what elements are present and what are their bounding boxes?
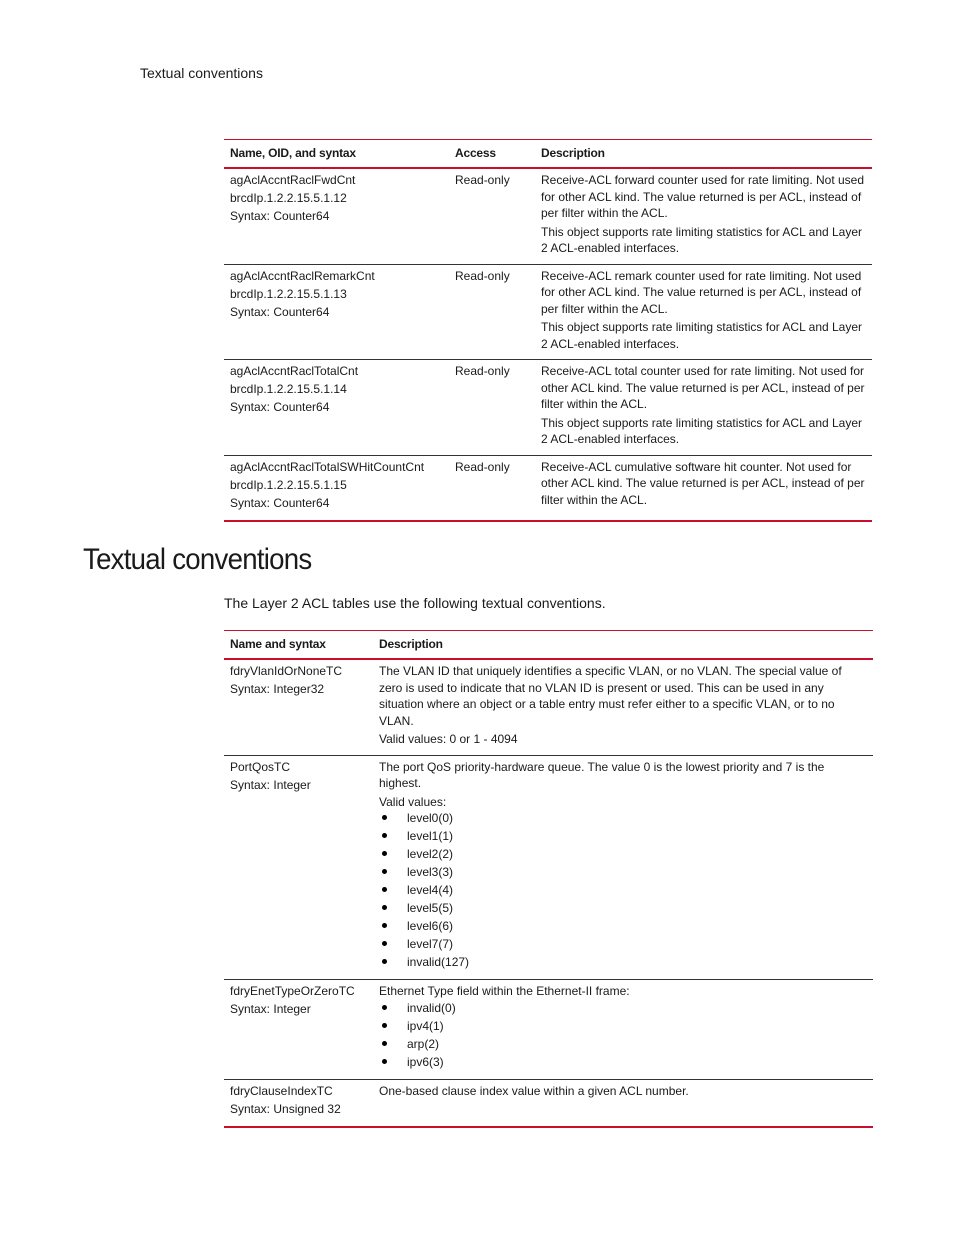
textual-conventions-table [224,630,873,1128]
valid-values-list [379,810,867,972]
access-cell: Read-only [455,364,510,378]
description-paragraph: The port QoS priority-hardware queue. The value 0 is the lowest priority and 7 is the highest. [379,759,825,790]
name-cell [224,168,449,264]
description-paragraph: Valid values: 0 or 1 - 4094 [379,732,518,746]
description-paragraph: Valid values: [379,794,447,809]
list-item: invalid(127) [379,954,867,972]
list-item: ipv6(3) [379,1054,867,1072]
description-paragraph: Ethernet Type field within the Ethernet-II frame: [379,984,630,998]
description-paragraph: Receive-ACL forward counter used for rate limiting. Not used for other ACL kind. The value returned is per ACL, instead of per filter within the ACL. [541,173,865,220]
name-cell [224,264,449,360]
access-cell: Read-only [455,173,510,187]
list-item: level5(5) [379,900,867,918]
object-syntax: Syntax: Counter64 [230,304,330,319]
name-cell [224,455,449,521]
column-header-name: Name, OID, and syntax [230,146,356,161]
name-cell [224,659,373,755]
name-cell [224,1079,373,1127]
description-cell [535,168,872,264]
object-name: agAclAccntRaclTotalCnt [230,364,359,378]
object-name: agAclAccntRaclFwdCnt [230,173,356,187]
access-cell: Read-only [455,268,510,283]
list-item: level6(6) [379,918,867,936]
description-cell [535,264,872,360]
convention-name: fdryClauseIndexTC [230,1083,333,1098]
convention-name: fdryVlanIdOrNoneTC [230,664,343,678]
table-row [224,264,872,360]
list-item: level3(3) [379,864,867,882]
description-cell [373,1079,873,1127]
column-header-description: Description [379,637,443,652]
description-paragraph: Receive-ACL remark counter used for rate limiting. Not used for other ACL kind. The value returned is per ACL, instead of per filter within the ACL. [541,268,862,316]
convention-syntax: Syntax: Integer [230,777,311,792]
description-cell [373,755,873,980]
description-paragraph: This object supports rate limiting statistics for ACL and Layer 2 ACL-enabled interfaces. [541,224,863,255]
list-item: level2(2) [379,846,867,864]
object-name: agAclAccntRaclTotalSWHitCountCnt [230,459,425,474]
description-cell [535,455,872,521]
description-paragraph: Receive-ACL total counter used for rate limiting. Not used for other ACL kind. The value returned is per ACL, instead of per filter within the ACL. [541,364,865,411]
description-paragraph: This object supports rate limiting statistics for ACL and Layer 2 ACL-enabled interfaces. [541,320,863,351]
table-row [224,980,873,1080]
section-heading: Textual conventions [83,543,312,576]
table-row [224,360,872,456]
column-header-name: Name and syntax [230,637,326,652]
convention-syntax: Syntax: Unsigned 32 [230,1101,341,1116]
table-row [224,755,873,980]
access-cell: Read-only [455,459,510,474]
list-item: arp(2) [379,1036,867,1054]
convention-syntax: Syntax: Integer [230,1002,311,1016]
list-item: level7(7) [379,936,867,954]
object-oid: brcdIp.1.2.2.15.5.1.14 [230,382,347,396]
table-row [224,455,872,521]
object-name: agAclAccntRaclRemarkCnt [230,268,375,283]
running-header-title: Textual conventions [140,65,263,81]
list-item: level4(4) [379,882,867,900]
description-paragraph: This object supports rate limiting statistics for ACL and Layer 2 ACL-enabled interfaces. [541,415,863,446]
list-item: ipv4(1) [379,1018,867,1036]
list-item: level0(0) [379,810,867,828]
description-cell [373,659,873,755]
column-header-access: Access [455,146,496,161]
column-header-description: Description [541,146,605,161]
description-cell [373,980,873,1080]
name-cell [224,980,373,1080]
table-header-row [224,140,872,169]
object-syntax: Syntax: Counter64 [230,495,330,510]
object-oid: brcdIp.1.2.2.15.5.1.13 [230,286,347,301]
object-oid: brcdIp.1.2.2.15.5.1.12 [230,191,347,205]
list-item: invalid(0) [379,1000,867,1018]
convention-name: fdryEnetTypeOrZeroTC [230,984,355,998]
table-row [224,659,873,755]
description-paragraph: Receive-ACL cumulative software hit counter. Not used for other ACL kind. The value returned is per ACL, instead of per filter within the ACL. [541,459,865,507]
description-cell [535,360,872,456]
table-header-row [224,631,873,660]
description-paragraph: The VLAN ID that uniquely identifies a specific VLAN, or no VLAN. The special value of zero is used to indicate that no VLAN ID is present or used. This can be used in any situation where an object or a table entry must refer either to a specific VLAN, or to no VLAN. [379,664,842,728]
oid-table [224,139,872,522]
object-oid: brcdIp.1.2.2.15.5.1.15 [230,477,347,492]
valid-values-list [379,1000,867,1072]
object-syntax: Syntax: Counter64 [230,209,330,223]
name-cell [224,360,449,456]
name-cell [224,755,373,980]
table-row [224,1079,873,1127]
description-paragraph: One-based clause index value within a given ACL number. [379,1083,689,1098]
list-item: level1(1) [379,828,867,846]
convention-name: PortQosTC [230,759,291,774]
object-syntax: Syntax: Counter64 [230,400,330,414]
convention-syntax: Syntax: Integer32 [230,682,325,696]
table-row [224,168,872,264]
section-intro: The Layer 2 ACL tables use the following textual conventions. [224,595,606,611]
